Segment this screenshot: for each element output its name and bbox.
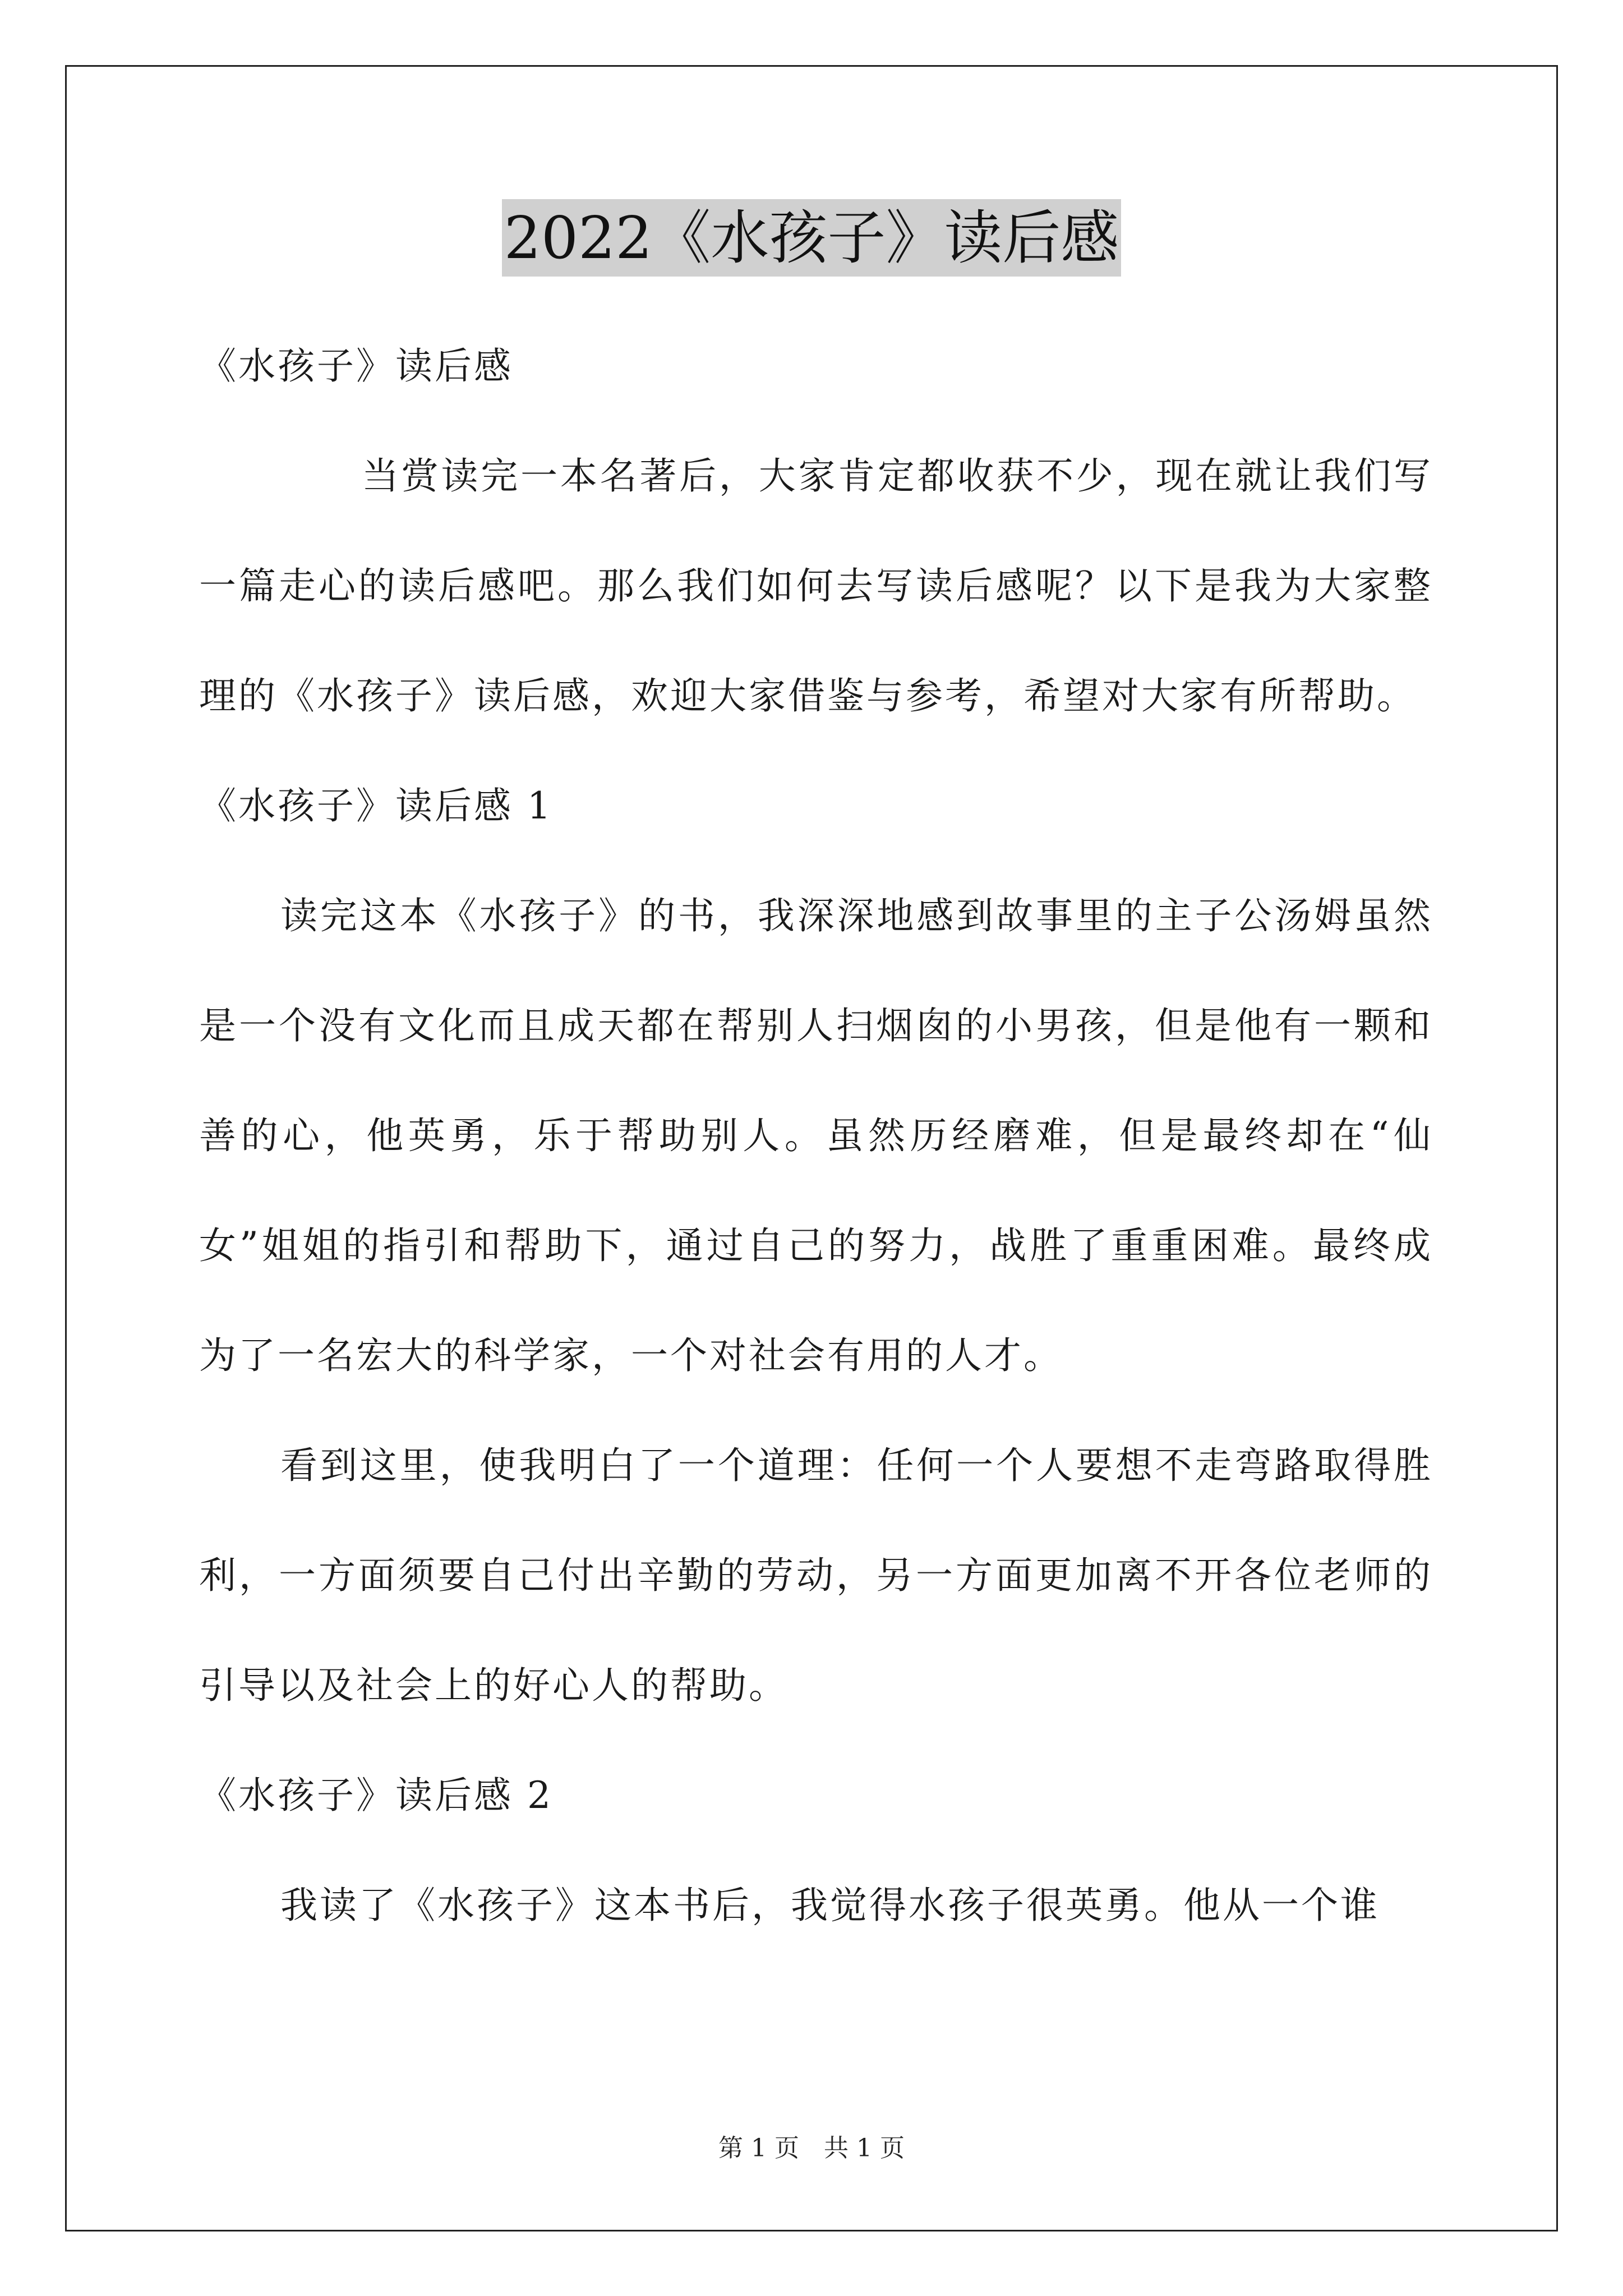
section-1-paragraph: 读完这本《水孩子》的书，我深深地感到故事里的主子公汤姆虽然是一个没有文化而且成天都在帮别人扫烟囱的小男孩，但是他有一颗和善的心，他英勇，乐于帮助别人。虽然历经磨难，但是最终却在“仙女”姐姐的指引和帮助下，通过自己的努力，战胜了重重困难。最终成为了一名宏大的科学家，一个对社会有用的人才。 (199, 894, 1433, 1377)
document-title: 2022《水孩子》读后感 (502, 199, 1122, 277)
intro-heading: 《水孩子》读后感 (199, 344, 513, 388)
section-2-heading: 《水孩子》读后感 2 (199, 1774, 553, 1817)
section-2-paragraph: 我读了《水孩子》这本书后，我觉得水孩子很英勇。他从一个谁 (280, 1884, 1380, 1927)
document-body (199, 311, 1433, 1961)
section-1-heading: 《水孩子》读后感 1 (199, 784, 553, 827)
section-1-paragraph: 看到这里，使我明白了一个道理：任何一个人要想不走弯路取得胜利，一方面须要自己付出辛勤的劳动，另一方面更加离不开各位老师的引导以及社会上的好心人的帮助。 (199, 1444, 1433, 1707)
title-container (0, 199, 1623, 277)
intro-paragraph: 当赏读完一本名著后，大家肯定都收获不少，现在就让我们写一篇走心的读后感吧。那么我们如何去写读后感呢？以下是我为大家整理的《水孩子》读后感，欢迎大家借鉴与参考，希望对大家有所帮助。 (199, 454, 1433, 717)
page-footer: 第 1 页 共 1 页 (718, 2134, 905, 2162)
